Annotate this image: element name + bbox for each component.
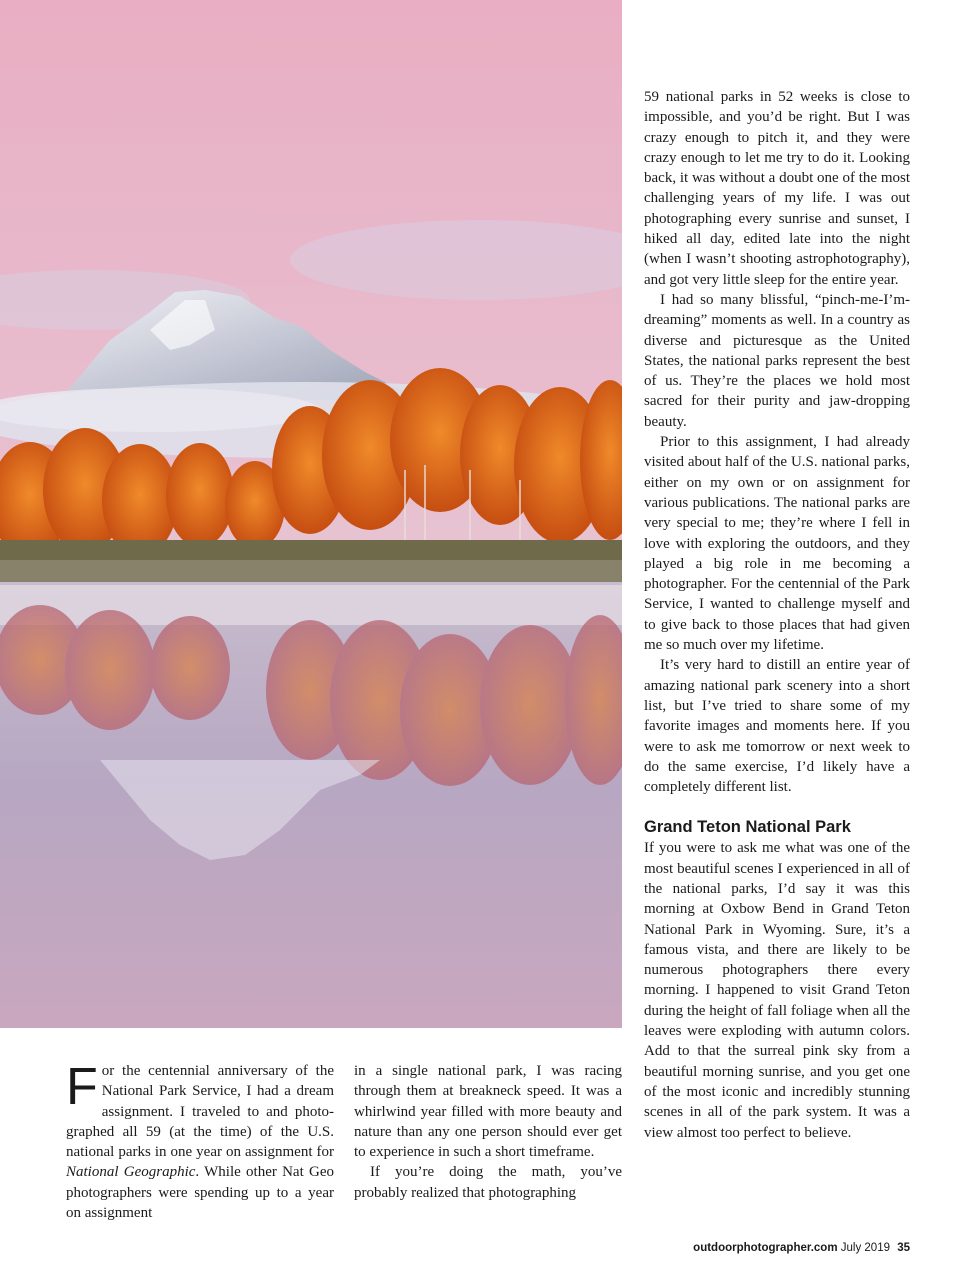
drop-cap: F	[66, 1058, 98, 1116]
publication-name: National Geographic	[66, 1164, 196, 1181]
section-heading: Grand Teton National Park	[644, 818, 851, 837]
issue-date: July 2019	[840, 1242, 890, 1254]
column-1	[66, 1058, 334, 1223]
paragraph: If you were to ask me what was one of the most beautiful scenes I experienced in all of the national parks, I’d say it was this morning at Oxbow Bend in Grand Teton National Park in Wyoming. Sure, it’s a famous vista, and there are likely to be numerous photographers there every morning. I happened to visit Grand Teton during the height of fall foliage when all the leaves were exploding with autumn colors. Add to that the surreal pink sky from a beautiful morning sunrise, and you get one of the most iconic and incredibly stunning scenes in all of the park system. It was a view almost too perfect to believe.	[644, 840, 910, 1141]
paragraph: I had so many blissful, “pinch-me-I’m-dreaming” moments as well. In a country as diverse and picturesque as the United States, the national parks represent the best of us. They’re the places we hold most sacred for their purity and jaw-dropping beauty.	[644, 291, 910, 430]
paragraph: If you’re doing the math, you’ve probably realized that photographing	[354, 1164, 622, 1201]
intro-paragraph	[66, 1058, 334, 1223]
website-url: outdoorphotographer.com	[693, 1242, 838, 1254]
page-number: 35	[897, 1242, 910, 1254]
paragraph-text: or the centennial anniversary of the National Park Service, I had a dream assignment. I traveled to and photographed all 59 (at the time) of the U.S. national parks in one year on assignment for	[66, 1063, 334, 1161]
paragraph-text: . While other Nat Geo photographers were spending up to a year on assignment	[66, 1164, 334, 1222]
column-2	[354, 1061, 622, 1203]
column-3	[644, 87, 910, 1143]
page-footer	[693, 1242, 910, 1254]
paragraph: in a single national park, I was racing through them at breakneck speed. It was a whirlwind year filled with more beauty and nature than any one person should ever get to experience in such a short timeframe.	[354, 1063, 622, 1161]
paragraph: It’s very hard to distill an entire year of amazing national park scenery into a short list, but I’ve tried to share some of my favorite images and moments here. If you were to ask me tomorrow or next week to do the same exercise, I’d likely have a completely different list.	[644, 657, 910, 796]
paragraph: Prior to this assignment, I had already visited about half of the U.S. national parks, either on my own or on assignment for various publications. The national parks are very special to me; they’re where I fell in love with exploring the outdoors, and they played a big role in me becoming a photographer. For the centennial of the Park Service, I wanted to challenge myself and to give back to those places that had given me so much over my lifetime.	[644, 434, 910, 654]
paragraph: 59 national parks in 52 weeks is close to impossible, and you’d be right. But I was crazy enough to pitch it, and they were crazy enough to let me try to do it. Looking back, it was without a doubt one of the most challenging years of my life. I was out photographing every sunrise and sunset, I hiked all day, edited late into the night (when I wasn’t shooting astrophotography), and got very little sleep for the entire year.	[644, 89, 910, 288]
